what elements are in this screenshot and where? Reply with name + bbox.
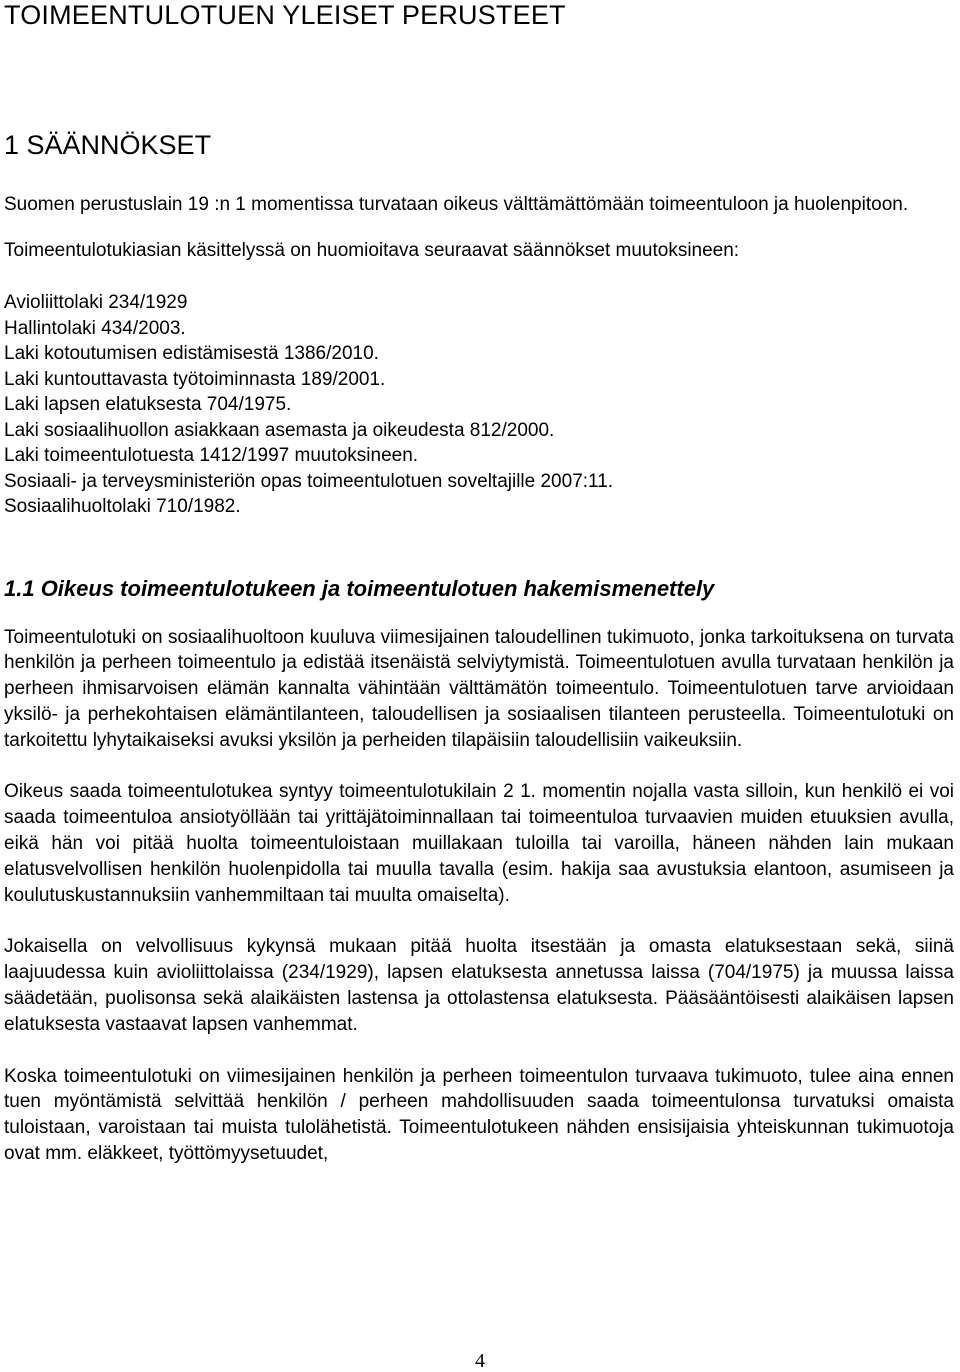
legislation-item: Sosiaalihuoltolaki 710/1982. xyxy=(4,496,241,517)
document-page xyxy=(4,0,954,1167)
legislation-item: Avioliittolaki 234/1929 xyxy=(4,292,188,313)
legislation-item: Laki toimeentulotuesta 1412/1997 muutoksineen. xyxy=(4,445,419,466)
legislation-item: Hallintolaki 434/2003. xyxy=(4,317,186,339)
legislation-item: Laki lapsen elatuksesta 704/1975. xyxy=(4,394,292,415)
intro-paragraph: Suomen perustuslain 19 :n 1 momentissa turvataan oikeus välttämättömään toimeentuloon ja huolenpitoon. xyxy=(4,194,909,215)
legislation-item: Sosiaali- ja terveysministeriön opas toimeentulotuen soveltajille 2007:11. xyxy=(4,470,614,492)
body-paragraph: Toimeentulotuki on sosiaalihuoltoon kuuluva viimesijainen taloudellinen tukimuoto, jonka tarkoituksena on turvata henkilön ja perheen toimeentulo ja edistää itsenäistä selviytymistä. Toimeentulotuen avulla turvataan henkilön ja perheen ihmisarvoisen elämän kannalta vähintään välttämätön toimeentulo. Toimeentulotuen tarve arvioidaan yksilö- ja perhekohtaisen elämäntilanteen, taloudellisen ja sosiaalisen tilanteen perusteella. Toimeentulotuki on tarkoitettu lyhytaikaiseksi avuksi yksilön ja perheiden tilapäisiin taloudellisiin vaikeuksiin. xyxy=(4,626,954,751)
body-paragraph: Koska toimeentulotuki on viimesijainen henkilön ja perheen toimeentulon turvaava tukimuoto, tulee aina ennen tuen myöntämistä selvittää henkilön / perheen mahdollisuuden saada toimeentulonsa turvatuksi omaista tuloistaan, varoistaan tai muista tulolähetistä. Toimeentulotukeen nähden ensisijaisia yhteiskunnan tukimuotoja ovat mm. eläkkeet, työttömyysetuudet, xyxy=(4,1065,954,1165)
body-paragraph: Oikeus saada toimeentulotukea syntyy toimeentulotukilain 2 1. momentin nojalla vasta silloin, kun henkilö ei voi saada toimeentuloa ansiotyöllään tai yrittäjätoiminnallaan tai toimeentuloa turvaavien muiden etuuksien avulla, eikä hän voi pitää huolta toimeentuloistaan muillakaan tuloilla tai varoilla, häneen nähden lain mukaan elatusvelvollisen henkilön huolenpidolla tai muulla tavalla (esim. hakija saa avustuksia elantoon, asumiseen ja koulutuskustannuksiin vanhemmiltaan tai muulta omaiselta). xyxy=(4,781,954,906)
document-title: TOIMEENTULOTUEN YLEISET PERUSTEET xyxy=(4,0,566,30)
section-heading: 1 SÄÄNNÖKSET xyxy=(4,130,212,160)
legislation-item: Laki sosiaalihuollon asiakkaan asemasta ja oikeudesta 812/2000. xyxy=(4,419,555,441)
page-number: 4 xyxy=(475,1350,485,1372)
subsection-heading: 1.1 Oikeus toimeentulotukeen ja toimeentulotuen hakemismenettely xyxy=(4,575,715,601)
legislation-item: Laki kotoutumisen edistämisestä 1386/2010. xyxy=(4,343,379,364)
legislation-list xyxy=(4,290,954,520)
legislation-item: Laki kuntouttavasta työtoiminnasta 189/2001. xyxy=(4,368,386,390)
body-paragraph: Jokaisella on velvollisuus kykynsä mukaan pitää huolta itsestään ja omasta elatuksestaan sekä, siinä laajuudessa kuin avioliittolaissa (234/1929), lapsen elatuksesta annetussa laissa (704/1975) ja muussa laissa säädetään, puolisonsa sekä alaikäisten lastensa ja ottolastensa elatuksesta. Pääsääntöisesti alaikäisen lapsen elatuksesta vastaavat lapsen vanhemmat. xyxy=(4,936,954,1035)
legislation-lead-paragraph: Toimeentulotukiasian käsittelyssä on huomioitava seuraavat säännökset muutoksineen: xyxy=(4,240,740,261)
